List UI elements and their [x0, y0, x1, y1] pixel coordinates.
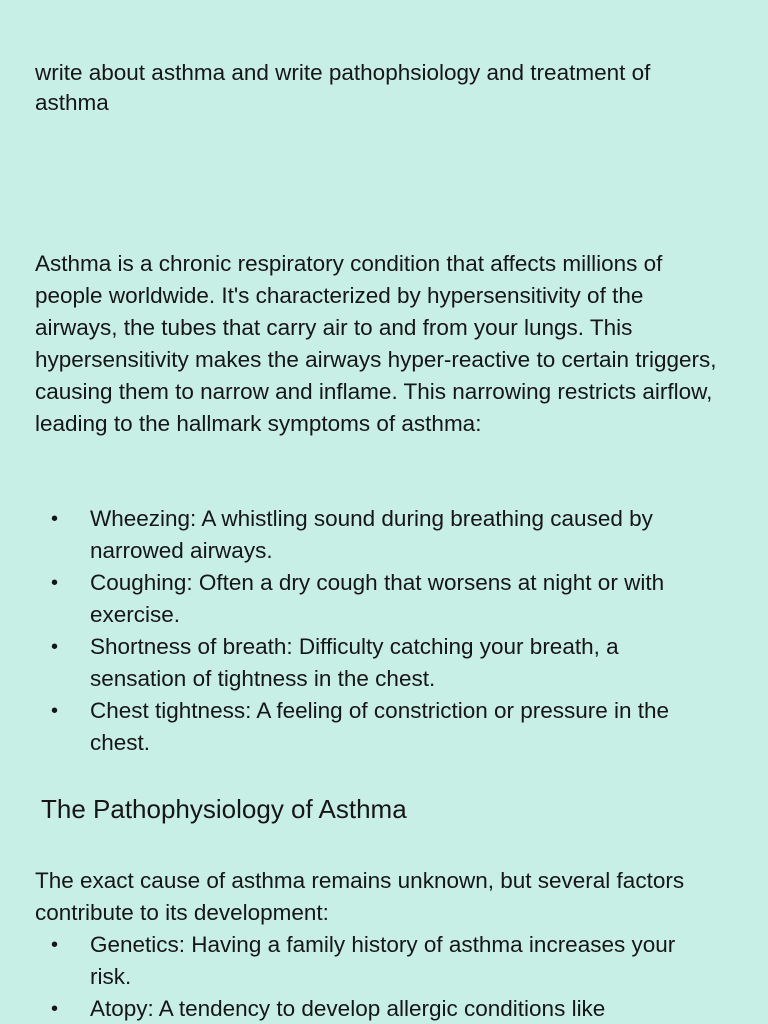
list-item [35, 567, 720, 631]
intro-paragraph: Asthma is a chronic respiratory condition that affects millions of people worldwide. It's characterized by hypersensitivity of the airways, the tubes that carry air to and from your lungs. This hypersensitivity makes the airways hyper-reactive to certain triggers, causing them to narrow and inflame. This narrowing restricts airflow, leading to the hallmark symptoms of asthma: [35, 251, 717, 436]
bullet-icon: • [51, 934, 59, 956]
bullet-icon: • [51, 636, 59, 658]
document-page [35, 0, 735, 1024]
prompt-text: write about asthma and write pathophsiology and treatment of asthma [35, 60, 651, 115]
symptom-text: Wheezing: A whistling sound during breathing caused by narrowed airways. [90, 506, 653, 563]
bullet-icon: • [51, 700, 59, 722]
bullet-icon: • [51, 572, 59, 594]
symptom-text: Coughing: Often a dry cough that worsens at night or with exercise. [90, 570, 665, 627]
list-item [35, 503, 720, 567]
factor-text: Genetics: Having a family history of asthma increases your risk. [90, 932, 676, 989]
factors-list [35, 929, 735, 1024]
bullet-icon: • [51, 508, 59, 530]
symptom-text: Shortness of breath: Difficulty catching your breath, a sensation of tightness in the chest. [90, 634, 619, 691]
list-item [35, 631, 720, 695]
list-item [35, 993, 720, 1024]
list-item [35, 929, 720, 993]
symptoms-list [35, 503, 735, 759]
list-item [35, 695, 720, 759]
section-heading: The Pathophysiology of Asthma [41, 794, 407, 824]
causes-intro-paragraph: The exact cause of asthma remains unknown, but several factors contribute to its development: [35, 868, 685, 925]
symptom-text: Chest tightness: A feeling of constriction or pressure in the chest. [90, 698, 670, 755]
factor-text: Atopy: A tendency to develop allergic conditions like [90, 996, 606, 1021]
bullet-icon: • [51, 998, 59, 1020]
